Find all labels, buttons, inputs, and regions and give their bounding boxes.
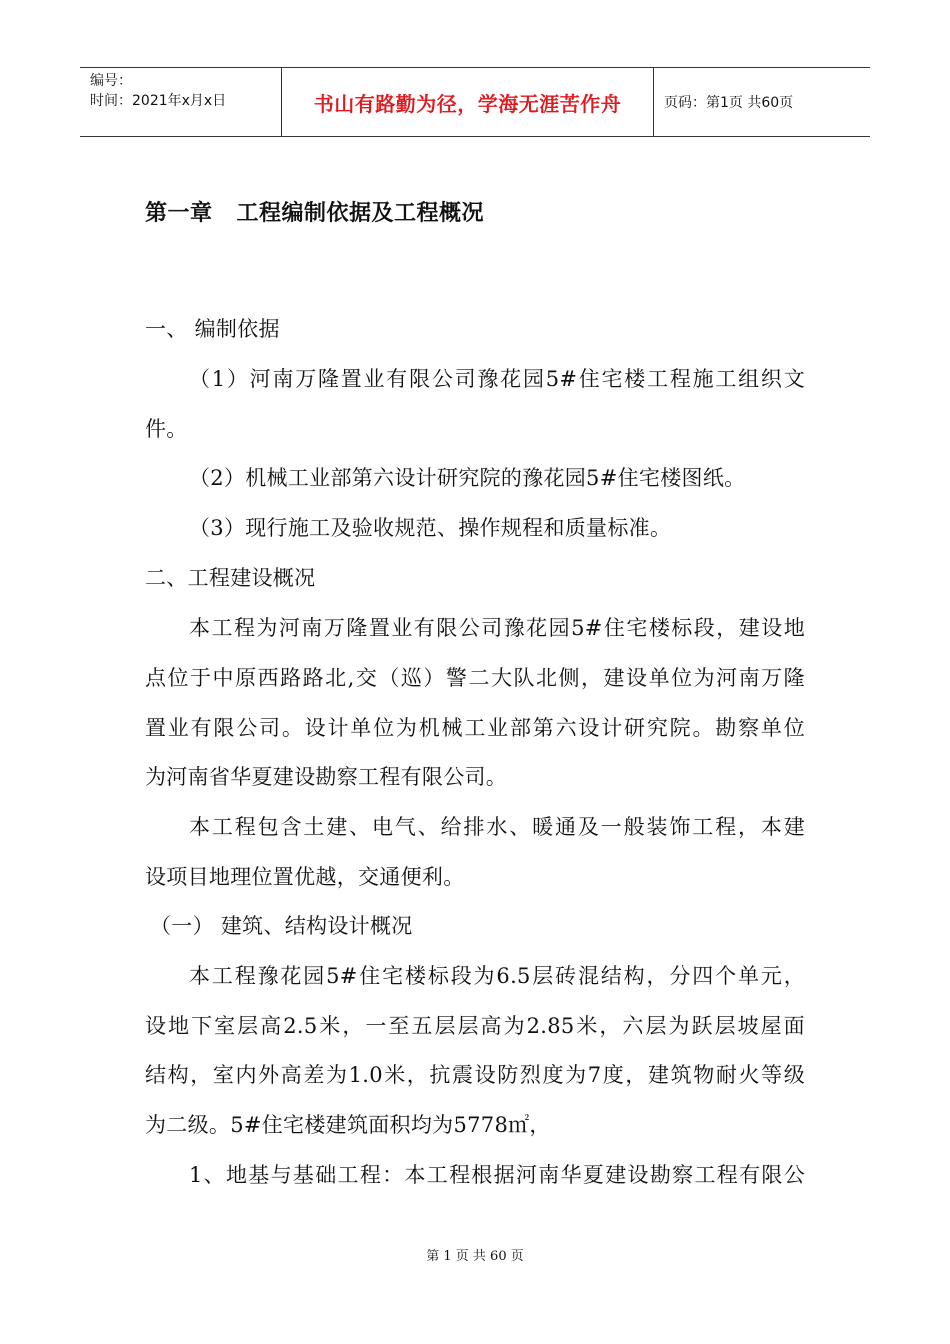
chapter-heading (145, 196, 484, 227)
header-motto-cell (282, 68, 654, 136)
section-heading-1: 一、 编制依据 (145, 317, 280, 341)
paragraph-line: （1）河南万隆置业有限公司豫花园5#住宅楼工程施工组织文 (189, 367, 805, 391)
paragraph-line: 置业有限公司。设计单位为机械工业部第六设计研究院。勘察单位 (145, 716, 805, 740)
header-page-info-cell (654, 68, 870, 136)
section-heading-2: 二、工程建设概况 (145, 566, 316, 590)
paragraph-line: 1、地基与基础工程：本工程根据河南华夏建设勘察工程有限公 (189, 1163, 805, 1187)
document-number-label: 编号： (90, 73, 132, 89)
paragraph-line: 本工程豫花园5#住宅楼标段为6.5层砖混结构，分四个单元， (189, 964, 805, 988)
paragraph-line: 点位于中原西路路北,交（巡）警二大队北侧，建设单位为河南万隆 (145, 666, 805, 690)
page-footer: 第 1 页 共 60 页 (426, 1249, 524, 1264)
paragraph-line: 为二级。5#住宅楼建筑面积均为5778㎡， (145, 1113, 551, 1137)
paragraph-line: 本工程为河南万隆置业有限公司豫花园5#住宅楼标段，建设地 (189, 616, 805, 640)
subsection-heading: （一） 建筑、结构设计概况 (150, 914, 413, 938)
paragraph-line: 为河南省华夏建设勘察工程有限公司。 (145, 765, 508, 789)
header-page-info: 页码：第1页 共60页 (664, 95, 794, 111)
paragraph-line: 本工程包含土建、电气、给排水、暖通及一般装饰工程，本建 (189, 815, 805, 839)
paragraph-line: 设地下室层高2.5米，一至五层层高为2.85米，六层为跃层坡屋面 (145, 1014, 805, 1038)
paragraph-line: 件。 (145, 417, 188, 441)
chapter-number: 第一章 (145, 201, 213, 226)
paragraph-line: （2）机械工业部第六设计研究院的豫花园5#住宅楼图纸。 (189, 466, 746, 490)
paragraph-line: （3）现行施工及验收规范、操作规程和质量标准。 (189, 516, 672, 540)
chapter-subtitle: 工程编制依据及工程概况 (236, 201, 485, 226)
paragraph-line: 设项目地理位置优越，交通便利。 (145, 865, 465, 889)
header-meta (80, 68, 282, 136)
page-header (80, 67, 870, 137)
document-date: 时间：2021年x月x日 (90, 93, 227, 109)
header-motto: 书山有路勤为径，学海无涯苦作舟 (313, 91, 622, 116)
paragraph-line: 结构，室内外高差为1.0米，抗震设防烈度为7度，建筑物耐火等级 (145, 1063, 805, 1087)
